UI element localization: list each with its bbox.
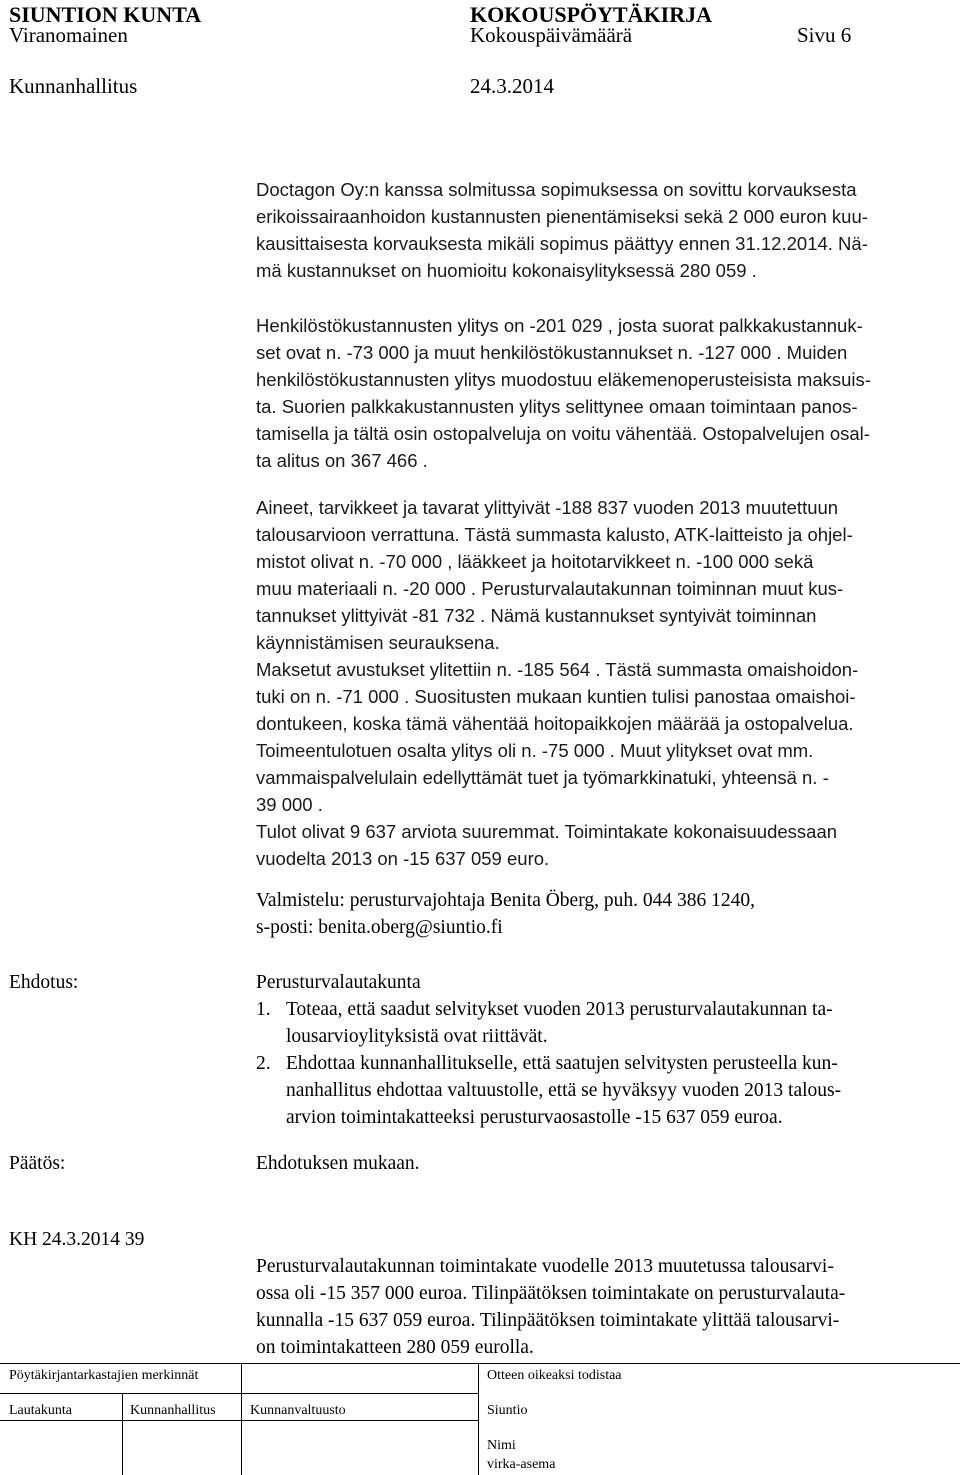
text-line: dontukeen, koska tämä vähentää hoitopaikkojen määrää ja ostopalvelua. — [256, 713, 854, 734]
text-line: on toimintakatteen 280 059 eurolla. — [256, 1337, 534, 1358]
proposal-item — [256, 996, 841, 1050]
text-line: tuki on n. -71 000 . Suositusten mukaan kuntien tulisi panostaa omaishoi- — [256, 686, 856, 707]
text-line: kunnalla -15 637 059 euroa. Tilinpäätöksen toimintakate ylittää talousarvi- — [256, 1310, 840, 1331]
paragraph-materials-costs — [256, 494, 858, 872]
text-line: Doctagon Oy:n kanssa solmitussa sopimuksessa on sovittu korvauksesta — [256, 179, 857, 200]
text-line: vammaispalvelulain edellyttämät tuet ja työmarkkinatuki, yhteensä n. - — [256, 767, 829, 788]
footer-body-kunnanvaltuusto: Kunnanvaltuusto — [250, 1403, 346, 1418]
text-line: arvion toimintakatteeksi perusturvaosastolle -15 637 059 euroa. — [286, 1107, 783, 1128]
meeting-date-label: Kokouspäivämäärä — [470, 23, 633, 47]
kh-paragraph — [256, 1253, 845, 1361]
text-line: ta. Suorien palkkakustannusten ylitys selittynee omaan toimintaan panos- — [256, 396, 858, 417]
text-line: tamisella ja tältä osin ostopalveluja on voitu vähentää. Ostopalvelujen osal- — [256, 423, 870, 444]
footer-body-lautakunta: Lautakunta — [9, 1403, 72, 1418]
proposal-heading: Perusturvalautakunta — [256, 972, 421, 993]
preparer-info — [256, 887, 755, 941]
text-line: ossa oli -15 357 000 euroa. Tilinpäätöksen toimintakate on perusturvalauta- — [256, 1283, 846, 1304]
text-line: mistot olivat n. -70 000 , lääkkeet ja hoitotarvikkeet n. -100 000 sekä — [256, 551, 814, 572]
text-line: lousarvioylityksistä ovat riittävät. — [286, 1026, 548, 1047]
text-line: Toimeentulotuen osalta ylitys oli n. -75 000 . Muut ylitykset ovat mm. — [256, 740, 814, 761]
footer-title-label: virka-asema — [487, 1457, 556, 1472]
footer-place: Siuntio — [487, 1403, 528, 1418]
decision-text: Ehdotuksen mukaan. — [256, 1153, 420, 1174]
paragraph-doctagon — [256, 176, 868, 284]
paragraph-personnel-costs — [256, 312, 871, 474]
text-line: Perusturvalautakunnan toimintakate vuodelle 2013 muutetussa talousarvi- — [256, 1256, 834, 1277]
proposal-item — [256, 1050, 841, 1131]
authority-value: Kunnanhallitus — [9, 74, 138, 98]
checkers-label: Pöytäkirjantarkastajien merkinnät — [9, 1368, 199, 1383]
text-line: henkilöstökustannusten ylitys muodostuu eläkemenoperusteisista maksuis- — [256, 369, 871, 390]
text-line: Tulot olivat 9 637 arviota suuremmat. Toimintakate kokonaisuudessaan — [256, 821, 838, 842]
text-line: Maksetut avustukset ylitettiin n. -185 564 . Tästä summasta omaishoidon- — [256, 659, 859, 680]
copy-certified-label: Otteen oikeaksi todistaa — [487, 1368, 622, 1383]
text-line: muu materiaali n. -20 000 . Perusturvalautakunnan toiminnan muut kus- — [256, 578, 844, 599]
text-line: käynnistämisen seurauksena. — [256, 632, 500, 653]
kh-reference: KH 24.3.2014 39 — [9, 1229, 145, 1250]
page-number: Sivu 6 — [797, 23, 852, 47]
text-line: erikoissairaanhoidon kustannusten pienentämiseksi sekä 2 000 euron kuu- — [256, 206, 868, 227]
proposal-label: Ehdotus: — [9, 972, 79, 993]
footer-rule — [0, 1393, 478, 1394]
text-line: 39 000 . — [256, 794, 323, 815]
footer-divider — [241, 1363, 242, 1475]
proposal-number: 2. — [256, 1053, 271, 1074]
text-line: Aineet, tarvikkeet ja tavarat ylittyivät -188 837 vuoden 2013 muutettuun — [256, 497, 839, 518]
footer-body-kunnanhallitus: Kunnanhallitus — [130, 1403, 216, 1418]
proposal-number: 1. — [256, 999, 271, 1020]
text-line: kausittaisesta korvauksesta mikäli sopimus päättyy ennen 31.12.2014. Nä- — [256, 233, 868, 254]
text-line: Henkilöstökustannusten ylitys on -201 029 , josta suorat palkkakustannuk- — [256, 315, 863, 336]
proposal-list — [256, 996, 841, 1131]
decision-label: Päätös: — [9, 1153, 66, 1174]
text-line: Ehdottaa kunnanhallitukselle, että saatujen selvitysten perusteella kun- — [286, 1053, 838, 1074]
text-line: mä kustannukset on huomioitu kokonaisylityksessä 280 059 . — [256, 260, 757, 281]
text-line: ta alitus on 367 466 . — [256, 450, 428, 471]
text-line: vuodelta 2013 on -15 637 059 euro. — [256, 848, 550, 869]
text-line: nanhallitus ehdottaa valtuustolle, että se hyväksyy vuoden 2013 talous- — [286, 1080, 842, 1101]
document-type: KOKOUSPÖYTÄKIRJA — [470, 2, 713, 27]
meeting-date-value: 24.3.2014 — [470, 74, 554, 98]
authority-label: Viranomainen — [9, 23, 128, 47]
footer-divider — [122, 1393, 123, 1475]
text-line: tannukset ylittyivät -81 732 . Nämä kustannukset syntyivät toiminnan — [256, 605, 817, 626]
text-line: Toteaa, että saadut selvitykset vuoden 2013 perusturvalautakunnan ta- — [286, 999, 833, 1020]
municipality-name: SIUNTION KUNTA — [9, 2, 202, 27]
preparer-email-line: s-posti: benita.oberg@siuntio.fi — [256, 917, 503, 938]
text-line: set ovat n. -73 000 ja muut henkilöstökustannukset n. -127 000 . Muiden — [256, 342, 848, 363]
footer-top-rule — [0, 1363, 960, 1364]
footer-rule — [0, 1420, 478, 1421]
footer-center-divider — [478, 1363, 479, 1475]
preparer-line: Valmistelu: perusturvajohtaja Benita Öberg, puh. 044 386 1240, — [256, 890, 755, 911]
text-line: talousarvioon verrattuna. Tästä summasta kalusto, ATK-laitteisto ja ohjel- — [256, 524, 853, 545]
footer-name-label: Nimi — [487, 1438, 516, 1453]
proposal-block — [256, 969, 841, 1131]
